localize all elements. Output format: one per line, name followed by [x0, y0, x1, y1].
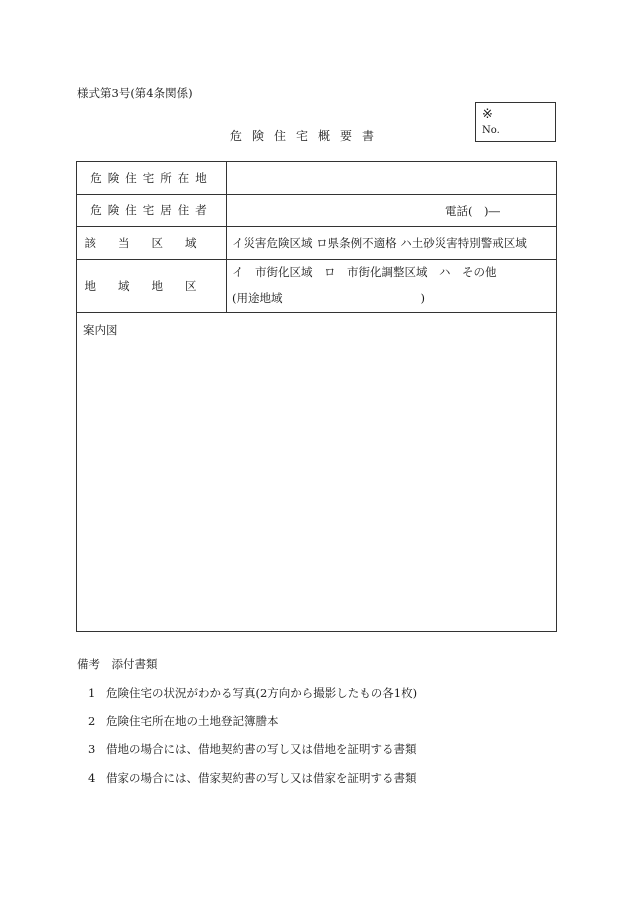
guide-map-area[interactable] [77, 312, 556, 631]
dwelling-location-field[interactable] [227, 162, 556, 194]
remark-text: 危険住宅の状況がわかる写真(2方向から撮影したもの各1枚) [106, 686, 418, 700]
remark-item [88, 770, 417, 786]
overview-form-table [76, 161, 557, 632]
row-dwelling-location [77, 162, 556, 195]
row-applicable-area [77, 226, 556, 260]
dwelling-resident-label: 危険住宅居住者 [90, 203, 213, 217]
reference-number-label: No. [482, 125, 500, 136]
label-cell [77, 226, 227, 259]
remark-number: 3 [88, 742, 96, 756]
remark-text: 危険住宅所在地の土地登記簿謄本 [106, 714, 279, 728]
dwelling-resident-field[interactable] [227, 194, 556, 226]
label-cell [77, 194, 227, 226]
reference-mark-icon: ※ [482, 107, 493, 122]
applicable-area-label: 該当区域 [84, 235, 219, 250]
phone-label: 電話( )― [445, 204, 500, 218]
remark-text: 借地の場合には、借地契約書の写し又は借地を証明する書類 [106, 742, 417, 756]
label-cell [77, 259, 227, 312]
zoning-district-field[interactable] [227, 259, 556, 312]
remark-number: 4 [88, 771, 96, 785]
remark-item [88, 713, 279, 729]
remark-item [88, 685, 417, 701]
remark-text: 借家の場合には、借家契約書の写し又は借家を証明する書類 [106, 771, 417, 785]
document-title: 危険住宅概要書 [230, 129, 385, 143]
label-cell [77, 162, 227, 194]
form-number: 様式第3号(第4条関係) [77, 86, 193, 100]
remark-item [88, 741, 417, 757]
row-dwelling-resident [77, 194, 556, 227]
zoning-district-options: イ 市街化区域 ロ 市街化調整区域 ハ その他 [232, 265, 497, 279]
row-zoning-district [77, 259, 556, 313]
usage-district-line: (用途地域 ) [232, 291, 425, 305]
dwelling-location-label: 危険住宅所在地 [90, 171, 213, 185]
remarks-heading: 備考 添付書類 [77, 657, 158, 671]
zoning-district-label: 地域地区 [84, 278, 219, 293]
reference-number-box[interactable] [475, 102, 556, 142]
applicable-area-field[interactable] [227, 226, 556, 259]
applicable-area-options: イ災害危険区域 ロ県条例不適格 ハ土砂災害特別警戒区域 [232, 236, 527, 250]
remark-number: 2 [88, 714, 96, 728]
remark-number: 1 [88, 686, 96, 700]
guide-map-label: 案内図 [83, 323, 118, 337]
